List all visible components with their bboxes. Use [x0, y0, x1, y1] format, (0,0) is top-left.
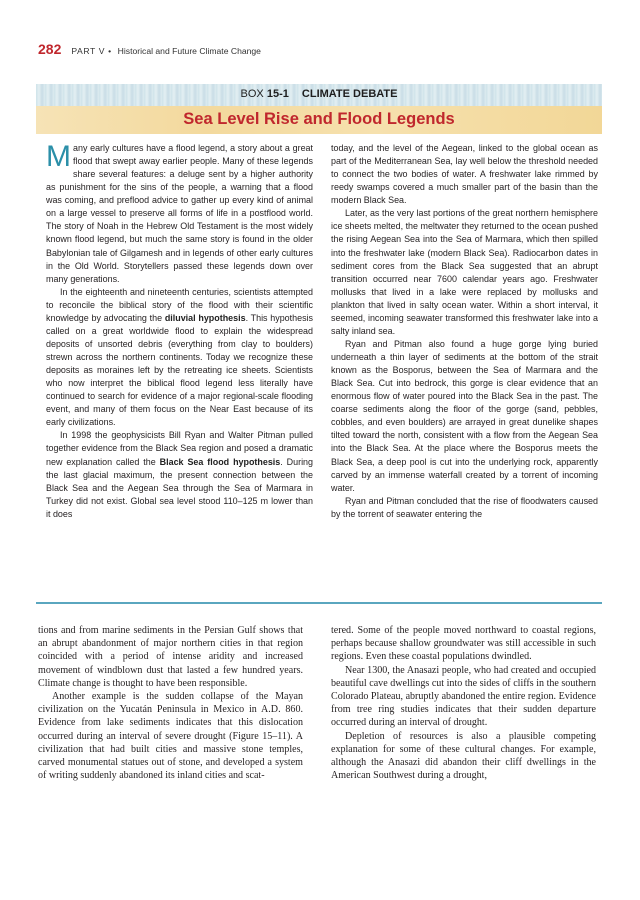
box-left-column [46, 142, 313, 598]
box-paragraph: Later, as the very last portions of the great northern hemisphere ice sheets melted, the meltwater they returned to the ocean pushed the rising Aegean Sea into the Sea of Marmara, which then spilled into the freshwater lake (modern Black Sea). Radiocarbon dates in sediment cores from the Black Sea suggested that an abrupt transition occurred near 7600 calendar years ago. Freshwater mollusks that lived in a lake were replaced by mollusks and plankton that lived in salty ocean water. Within a short interval, it seemed, incoming seawater transformed this freshwater lake into a salty inland sea. [331, 208, 598, 336]
main-paragraph: Near 1300, the Anasazi people, who had created and occupied beautiful cave dwellings cut into the sides of cliffs in the southern Colorado Plateau, abruptly abandoned the entire region. Evidence from tree ring studies indicates that their sudden departure occurred during an interval of drought. [331, 664, 596, 729]
running-head [38, 41, 261, 59]
box-number: 15-1 [266, 88, 289, 100]
drop-cap: M [46, 140, 71, 173]
page-number: 282 [38, 41, 62, 57]
box-label: BOX [240, 88, 264, 100]
box-title: Sea Level Rise and Flood Legends [183, 110, 455, 128]
box-type: CLIMATE DEBATE [301, 88, 398, 100]
box-paragraph [46, 142, 313, 286]
main-paragraph: tions and from marine sediments in the Persian Gulf shows that an abrupt abandonment of major northern cities in that region coincided with a period of intense aridity and increased movement of windblown dust that lasted a few hundred years. Climate change is thought to have been responsible. [38, 625, 303, 689]
box-paragraph-text: . This hypothesis called on a great worldwide flood to explain the widespread deposits of unsorted debris (everything from clay to boulders) strewn across the northern continents. Today we recognize these deposits as moraines left by the retreating ice sheets. Scientists who now interpret the biblical flood legend less literally have continued to search for evidence of a major regional-scale flooding event, and many of them focus on the Near East because of its early civilizations. [46, 312, 313, 428]
main-left-column [38, 624, 303, 884]
box-paragraph [46, 429, 313, 520]
main-paragraph: tered. Some of the people moved northward to coastal regions, perhaps because shallow groundwater was still accessible in such regions. Even these coastal populations dwindled. [331, 625, 596, 663]
box-paragraph [46, 286, 313, 430]
box-paragraph-text: In 1998 the geophysicists Bill Ryan and Walter Pitman pulled together evidence from the Black Sea region and posed a dramatic new explanation called the [46, 430, 313, 467]
key-term: diluvial hypothesis [164, 312, 246, 323]
main-body [38, 624, 596, 884]
box-bottom-rule [36, 602, 602, 604]
part-number: PART V [71, 46, 106, 56]
part-separator: • [108, 46, 112, 56]
box-right-column [331, 142, 598, 598]
main-right-column [331, 624, 596, 884]
part-title: Historical and Future Climate Change [117, 46, 261, 56]
box-paragraph: Ryan and Pitman also found a huge gorge lying buried underneath a thin layer of sediments at the bottom of the strait known as the Bosporus, between the Sea of Marmara and the Black Sea. Cut into bedrock, this gorge is clear evidence that an enormous flow of water poured into the Black Sea in the past. The coarse sediments along the floor of the gorge (sand, pebbles, cobbles, and even boulders) are arrayed in great dunelike shapes tilted toward the north, consistent with a flow from the Aegean Sea into the Black Sea. At the place where the Bosporus meets the Black Sea, a deep pool is cut into the underlying rock, apparently carved by an immense waterfall created by a torrent of incoming water. [331, 338, 598, 493]
box-paragraph-text: any early cultures have a flood legend, a story about a great flood that swept away earlier people. Many of these legends share several features: a deluge sent by a higher authority as punishment for the sins of the people, a warning that a flood was coming, and preflood advice to gather up every kind of animal on a large vessel to preserve all forms of life in a postflood world. The story of Noah in the Hebrew Old Testament is the most widely known flood legend, but much the same story is found in the older Babylonian tale of Gilgamesh and in legends of other early cultures in the Old World. Storytellers passed these legends down over many generations. [46, 143, 313, 284]
part-label [71, 46, 261, 56]
box-label-line [36, 88, 602, 100]
box-header [36, 84, 602, 134]
main-paragraph: Another example is the sudden collapse of the Mayan civilization on the Yucatán Peninsula in Mexico in A.D. 860. Evidence from lake sediments indicates that this dislocation occurred during an interval of severe drought (Figure 15–11). A civilization that had built cities and massive stone temples, carved monumental statues out of stone, and developed a system of writing suddenly abandoned its inland cities and scat- [38, 691, 303, 782]
box-paragraph-text: . During the last glacial maximum, the present connection between the Black Sea and the Aegean Sea through the Sea of Marmara in Turkey did not exist. Global sea level stood 110–125 m lower than it does [46, 456, 314, 519]
box-body [46, 142, 598, 598]
main-paragraph: Depletion of resources is also a plausible competing explanation for some of these cultural changes. For example, although the Anasazi did abandon their cliff dwellings in the American Southwest during a drought, [331, 730, 596, 782]
box-paragraph: Ryan and Pitman concluded that the rise of floodwaters caused by the torrent of seawater entering the [331, 495, 598, 519]
key-term: Black Sea flood hypothesis [159, 456, 281, 467]
box-paragraph-text: In the eighteenth and nineteenth centuries, scientists attempted to reconcile the biblical story of the flood with their scientific knowledge by advocating the [46, 286, 313, 323]
box-paragraph: today, and the level of the Aegean, linked to the global ocean as part of the Mediterranean Sea, lay well below the threshold needed to connect the two bodies of water. A freshwater lake rimmed by reedy swamps covered a much smaller part of the basin than the modern Black Sea. [331, 143, 598, 206]
